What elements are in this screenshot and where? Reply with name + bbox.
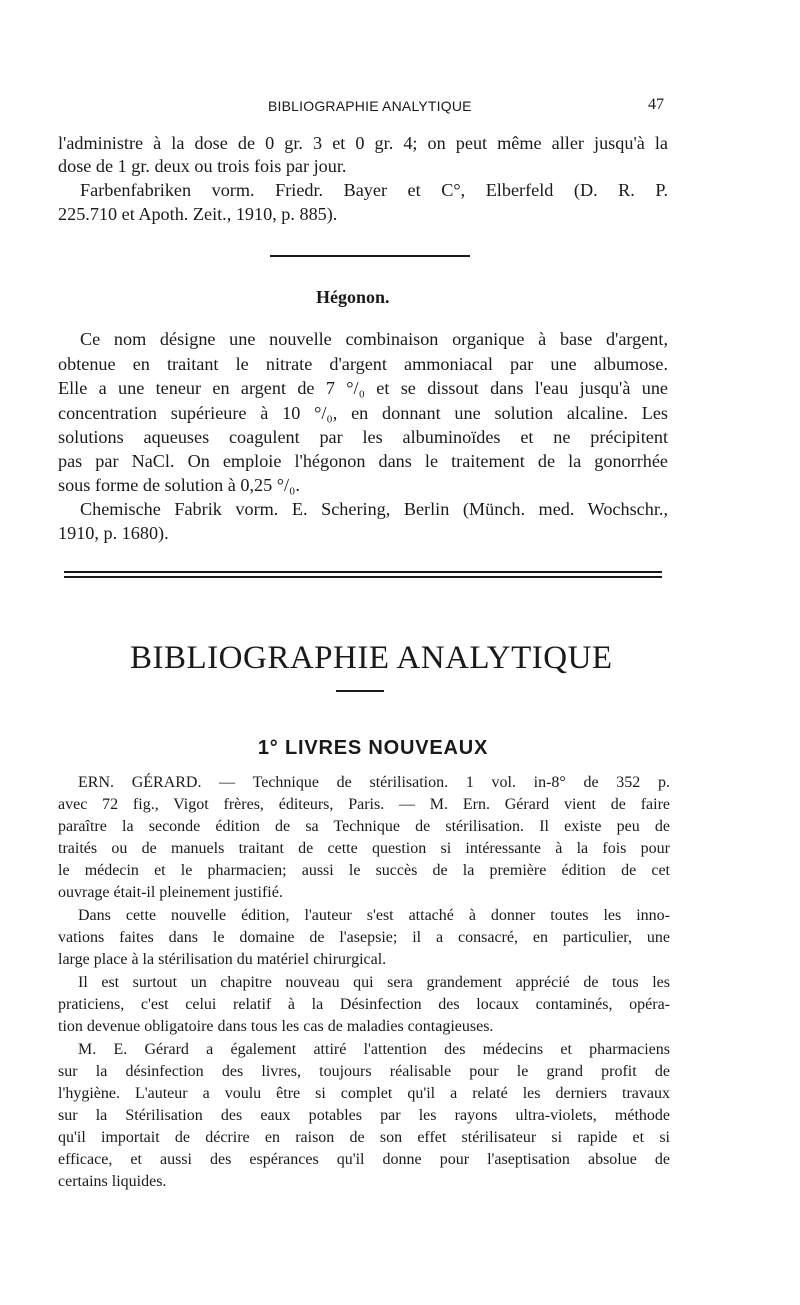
article-line: Ce nom désigne une nouvelle combinaison organique à base d'argent,	[80, 329, 668, 349]
intro-line: 225.710 et Apoth. Zeit., 1910, p. 885).	[58, 204, 338, 224]
article-line: obtenue en traitant le nitrate d'argent ammoniacal par une albumose.	[58, 354, 668, 374]
review-line: qu'il importait de décrire en raison de son effet stérilisateur si rapide et si	[58, 1129, 670, 1146]
review-line: traités ou de manuels traitant de cette question si intéressante à la fois pour	[58, 840, 670, 857]
review-line: large place à la stérilisation du matériel chirurgical.	[58, 951, 387, 968]
review-line: tion devenue obligatoire dans tous les cas de maladies contagieuses.	[58, 1018, 494, 1035]
article-line: Elle a une teneur en argent de 7 °/₀ et se dissout dans l'eau jusqu'à une	[58, 378, 668, 398]
review-line: Il est surtout un chapitre nouveau qui sera grandement apprécié de tous les	[78, 974, 670, 991]
intro-line: dose de 1 gr. deux ou trois fois par jour.	[58, 156, 347, 176]
section-title: BIBLIOGRAPHIE ANALYTIQUE	[130, 640, 613, 676]
article-line: Chemische Fabrik vorm. E. Schering, Berlin (Münch. med. Wochschr.,	[80, 499, 668, 519]
short-separator-rule	[270, 255, 470, 257]
article-line: 1910, p. 1680).	[58, 523, 169, 543]
review-line: paraître la seconde édition de sa Technique de stérilisation. Il existe peu de	[58, 818, 670, 835]
article-line: concentration supérieure à 10 °/₀, en donnant une solution alcaline. Les	[58, 403, 668, 423]
double-rule-bottom	[64, 576, 662, 578]
subsection-title: 1° LIVRES NOUVEAUX	[257, 737, 489, 759]
intro-line: Farbenfabriken vorm. Friedr. Bayer et C°, Elberfeld (D. R. P.	[80, 180, 668, 200]
running-title: BIBLIOGRAPHIE ANALYTIQUE	[268, 98, 472, 114]
review-line: M. E. Gérard a également attiré l'attention des médecins et pharmaciens	[78, 1041, 670, 1058]
review-line: ouvrage était-il pleinement justifié.	[58, 884, 283, 901]
article-title: Hégonon.	[316, 287, 390, 307]
review-line: ERN. GÉRARD. — Technique de stérilisation. 1 vol. in-8° de 352 p.	[78, 774, 670, 791]
page-number: 47	[648, 96, 664, 113]
section-title-underline	[336, 690, 384, 692]
article-line: solutions aqueuses coagulent par les albuminoïdes et ne précipitent	[58, 427, 668, 447]
review-line: sur la Stérilisation des eaux potables par les rayons ultra-violets, méthode	[58, 1107, 670, 1124]
intro-line: l'administre à la dose de 0 gr. 3 et 0 gr. 4; on peut même aller jusqu'à la	[58, 133, 668, 153]
review-line: avec 72 fig., Vigot frères, éditeurs, Paris. — M. Ern. Gérard vient de faire	[58, 796, 670, 813]
review-line: praticiens, c'est celui relatif à la Désinfection des locaux contaminés, opéra-	[58, 996, 670, 1013]
review-line: vations faites dans le domaine de l'asepsie; il a consacré, en particulier, une	[58, 929, 670, 946]
review-line: l'hygiène. L'auteur a voulu être si complet qu'il a relaté les derniers travaux	[58, 1085, 670, 1102]
review-line: sur la désinfection des livres, toujours réalisable pour le grand profit de	[58, 1063, 670, 1080]
double-rule-top	[64, 571, 662, 573]
review-line: certains liquides.	[58, 1173, 167, 1190]
review-line: le médecin et le pharmacien; aussi le succès de la première édition de cet	[58, 862, 670, 879]
article-line: sous forme de solution à 0,25 °/₀.	[58, 475, 300, 495]
article-line: pas par NaCl. On emploie l'hégonon dans le traitement de la gonorrhée	[58, 451, 668, 471]
review-line: Dans cette nouvelle édition, l'auteur s'est attaché à donner toutes les inno-	[78, 907, 670, 924]
review-line: efficace, et aussi des espérances qu'il donne pour l'aseptisation absolue de	[58, 1151, 670, 1168]
